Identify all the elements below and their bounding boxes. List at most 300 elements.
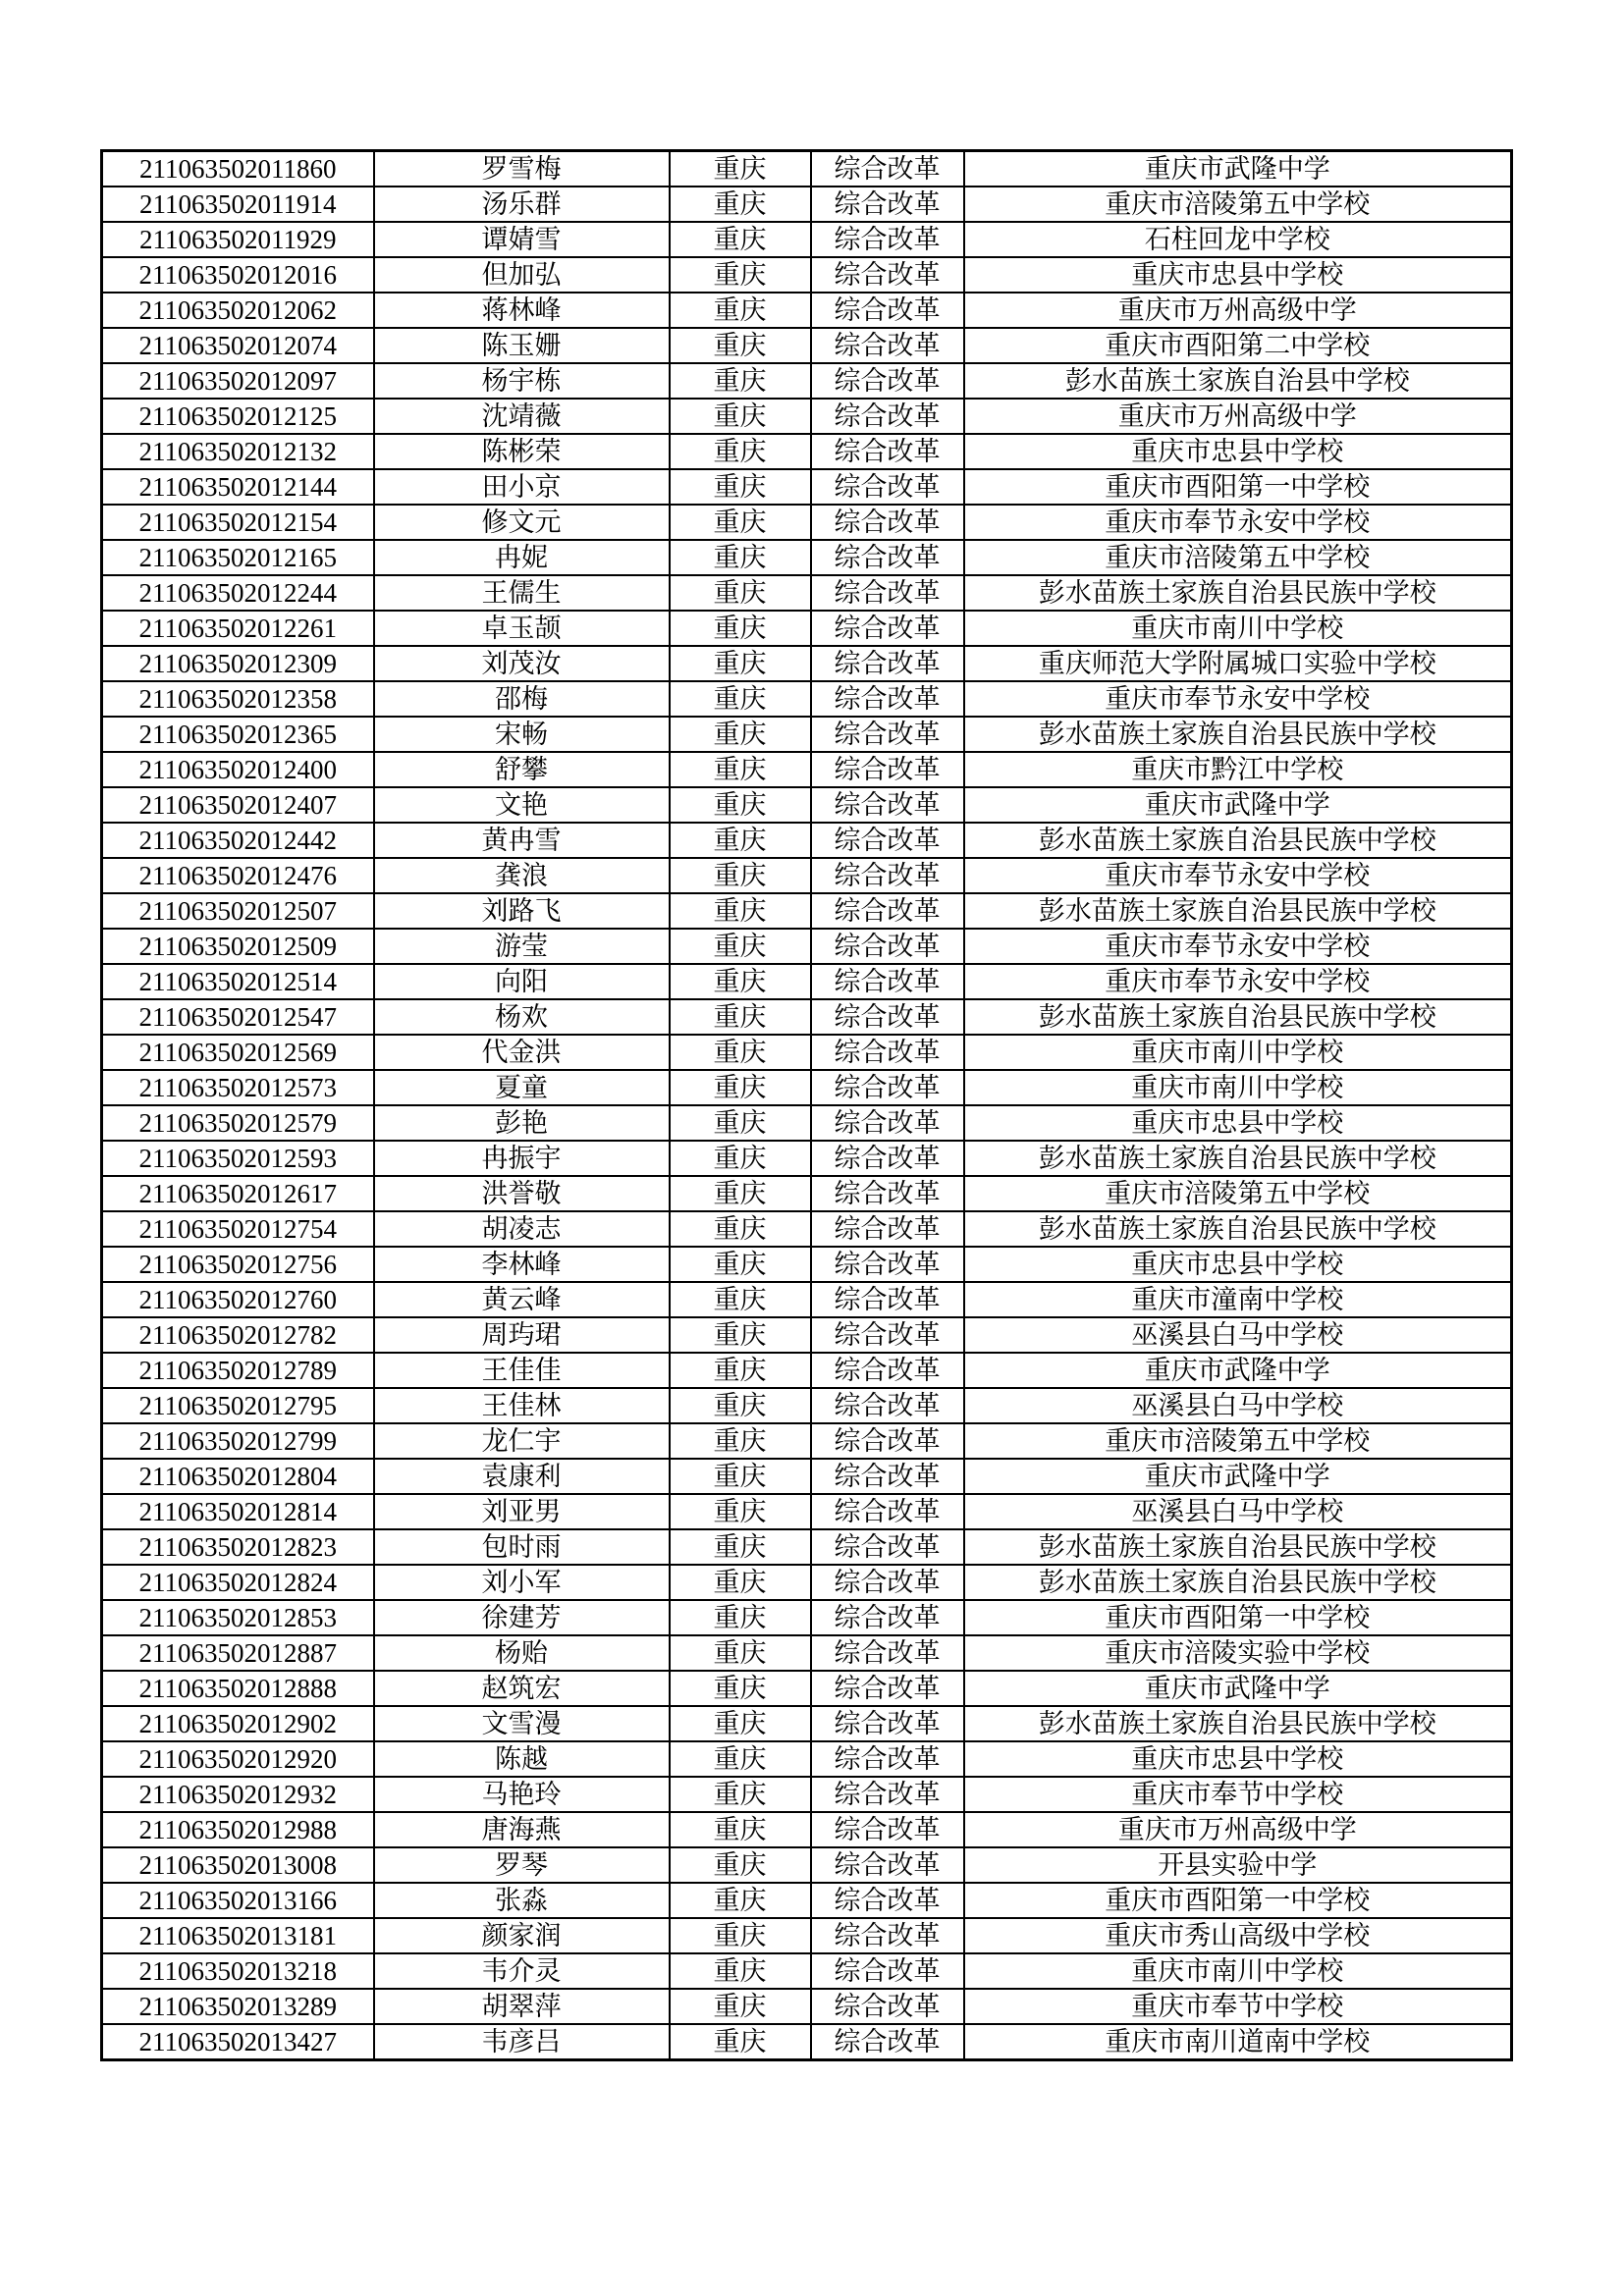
category-cell: 综合改革 xyxy=(811,1176,964,1211)
school-cell: 重庆市涪陵第五中学校 xyxy=(964,1423,1512,1459)
table-row xyxy=(102,328,1512,363)
region-cell: 重庆 xyxy=(670,893,811,929)
table-row xyxy=(102,2024,1512,2060)
region-cell: 重庆 xyxy=(670,1777,811,1812)
region-cell: 重庆 xyxy=(670,1176,811,1211)
school-cell: 重庆市万州高级中学 xyxy=(964,399,1512,434)
category-cell: 综合改革 xyxy=(811,505,964,540)
region-cell: 重庆 xyxy=(670,540,811,575)
region-cell: 重庆 xyxy=(670,964,811,999)
candidate-id-cell: 211063502013427 xyxy=(102,2024,374,2060)
school-cell: 重庆市南川中学校 xyxy=(964,1070,1512,1105)
table-row xyxy=(102,575,1512,611)
student-name-cell: 向阳 xyxy=(374,964,670,999)
candidate-id-cell: 211063502012244 xyxy=(102,575,374,611)
student-name-cell: 彭艳 xyxy=(374,1105,670,1141)
category-cell: 综合改革 xyxy=(811,787,964,823)
candidate-id-cell: 211063502013218 xyxy=(102,1953,374,1989)
student-name-cell: 刘茂汝 xyxy=(374,646,670,681)
candidate-id-cell: 211063502012509 xyxy=(102,929,374,964)
school-cell: 重庆市秀山高级中学校 xyxy=(964,1918,1512,1953)
school-cell: 重庆市武隆中学 xyxy=(964,1459,1512,1494)
school-cell: 重庆市奉节永安中学校 xyxy=(964,681,1512,717)
school-cell: 重庆市涪陵实验中学校 xyxy=(964,1635,1512,1671)
student-name-cell: 文艳 xyxy=(374,787,670,823)
candidate-id-cell: 211063502012514 xyxy=(102,964,374,999)
region-cell: 重庆 xyxy=(670,1671,811,1706)
school-cell: 彭水苗族土家族自治县民族中学校 xyxy=(964,893,1512,929)
region-cell: 重庆 xyxy=(670,858,811,893)
candidate-id-cell: 211063502013289 xyxy=(102,1989,374,2024)
region-cell: 重庆 xyxy=(670,1388,811,1423)
category-cell: 综合改革 xyxy=(811,1600,964,1635)
school-cell: 重庆市忠县中学校 xyxy=(964,1105,1512,1141)
category-cell: 综合改革 xyxy=(811,999,964,1035)
candidate-id-cell: 211063502012617 xyxy=(102,1176,374,1211)
table-row xyxy=(102,1141,1512,1176)
category-cell: 综合改革 xyxy=(811,1459,964,1494)
table-row xyxy=(102,469,1512,505)
school-cell: 石柱回龙中学校 xyxy=(964,222,1512,257)
region-cell: 重庆 xyxy=(670,505,811,540)
candidate-id-cell: 211063502012782 xyxy=(102,1317,374,1353)
candidate-id-cell: 211063502012358 xyxy=(102,681,374,717)
candidate-id-cell: 211063502012154 xyxy=(102,505,374,540)
candidate-id-cell: 211063502012365 xyxy=(102,717,374,752)
student-name-cell: 刘小军 xyxy=(374,1565,670,1600)
category-cell: 综合改革 xyxy=(811,1141,964,1176)
table-row xyxy=(102,1211,1512,1247)
region-cell: 重庆 xyxy=(670,1317,811,1353)
school-cell: 重庆市酉阳第二中学校 xyxy=(964,328,1512,363)
candidate-id-cell: 211063502012789 xyxy=(102,1353,374,1388)
student-name-cell: 蒋林峰 xyxy=(374,293,670,328)
school-cell: 重庆市酉阳第一中学校 xyxy=(964,469,1512,505)
school-cell: 重庆市武隆中学 xyxy=(964,1353,1512,1388)
category-cell: 综合改革 xyxy=(811,1671,964,1706)
table-row xyxy=(102,1600,1512,1635)
table-row xyxy=(102,1635,1512,1671)
student-name-cell: 李林峰 xyxy=(374,1247,670,1282)
table-row xyxy=(102,540,1512,575)
roster-body xyxy=(102,151,1512,2060)
category-cell: 综合改革 xyxy=(811,929,964,964)
student-name-cell: 谭婧雪 xyxy=(374,222,670,257)
category-cell: 综合改革 xyxy=(811,575,964,611)
student-name-cell: 陈越 xyxy=(374,1741,670,1777)
candidate-id-cell: 211063502012756 xyxy=(102,1247,374,1282)
school-cell: 重庆市涪陵第五中学校 xyxy=(964,1176,1512,1211)
school-cell: 彭水苗族土家族自治县民族中学校 xyxy=(964,823,1512,858)
school-cell: 重庆市奉节中学校 xyxy=(964,1777,1512,1812)
school-cell: 重庆市涪陵第五中学校 xyxy=(964,187,1512,222)
student-name-cell: 沈靖薇 xyxy=(374,399,670,434)
category-cell: 综合改革 xyxy=(811,717,964,752)
school-cell: 巫溪县白马中学校 xyxy=(964,1388,1512,1423)
school-cell: 重庆师范大学附属城口实验中学校 xyxy=(964,646,1512,681)
school-cell: 重庆市万州高级中学 xyxy=(964,293,1512,328)
student-name-cell: 陈玉姗 xyxy=(374,328,670,363)
candidate-id-cell: 211063502012754 xyxy=(102,1211,374,1247)
student-name-cell: 徐建芳 xyxy=(374,1600,670,1635)
table-row xyxy=(102,1423,1512,1459)
table-row xyxy=(102,787,1512,823)
category-cell: 综合改革 xyxy=(811,222,964,257)
candidate-id-cell: 211063502012799 xyxy=(102,1423,374,1459)
region-cell: 重庆 xyxy=(670,399,811,434)
candidate-id-cell: 211063502012261 xyxy=(102,611,374,646)
candidate-id-cell: 211063502013166 xyxy=(102,1883,374,1918)
student-name-cell: 罗雪梅 xyxy=(374,151,670,187)
school-cell: 重庆市黔江中学校 xyxy=(964,752,1512,787)
category-cell: 综合改革 xyxy=(811,1529,964,1565)
student-name-cell: 舒攀 xyxy=(374,752,670,787)
student-name-cell: 修文元 xyxy=(374,505,670,540)
student-name-cell: 黄云峰 xyxy=(374,1282,670,1317)
student-name-cell: 张淼 xyxy=(374,1883,670,1918)
category-cell: 综合改革 xyxy=(811,858,964,893)
school-cell: 开县实验中学 xyxy=(964,1847,1512,1883)
category-cell: 综合改革 xyxy=(811,1777,964,1812)
table-row xyxy=(102,1565,1512,1600)
student-name-cell: 卓玉颉 xyxy=(374,611,670,646)
student-name-cell: 王佳佳 xyxy=(374,1353,670,1388)
category-cell: 综合改革 xyxy=(811,1953,964,1989)
category-cell: 综合改革 xyxy=(811,1282,964,1317)
table-row xyxy=(102,717,1512,752)
table-row xyxy=(102,1883,1512,1918)
category-cell: 综合改革 xyxy=(811,1035,964,1070)
student-name-cell: 黄冉雪 xyxy=(374,823,670,858)
region-cell: 重庆 xyxy=(670,999,811,1035)
candidate-id-cell: 211063502012988 xyxy=(102,1812,374,1847)
student-name-cell: 宋畅 xyxy=(374,717,670,752)
table-row xyxy=(102,187,1512,222)
student-name-cell: 田小京 xyxy=(374,469,670,505)
school-cell: 重庆市忠县中学校 xyxy=(964,257,1512,293)
region-cell: 重庆 xyxy=(670,1918,811,1953)
table-row xyxy=(102,1989,1512,2024)
region-cell: 重庆 xyxy=(670,1600,811,1635)
student-name-cell: 龚浪 xyxy=(374,858,670,893)
category-cell: 综合改革 xyxy=(811,187,964,222)
student-name-cell: 汤乐群 xyxy=(374,187,670,222)
category-cell: 综合改革 xyxy=(811,611,964,646)
category-cell: 综合改革 xyxy=(811,1070,964,1105)
school-cell: 彭水苗族土家族自治县民族中学校 xyxy=(964,575,1512,611)
category-cell: 综合改革 xyxy=(811,328,964,363)
student-name-cell: 陈彬荣 xyxy=(374,434,670,469)
table-row xyxy=(102,1706,1512,1741)
candidate-id-cell: 211063502012400 xyxy=(102,752,374,787)
category-cell: 综合改革 xyxy=(811,540,964,575)
school-cell: 重庆市武隆中学 xyxy=(964,1671,1512,1706)
table-row xyxy=(102,363,1512,399)
table-row xyxy=(102,999,1512,1035)
school-cell: 重庆市南川中学校 xyxy=(964,1035,1512,1070)
candidate-id-cell: 211063502012062 xyxy=(102,293,374,328)
table-row xyxy=(102,434,1512,469)
category-cell: 综合改革 xyxy=(811,257,964,293)
region-cell: 重庆 xyxy=(670,1812,811,1847)
region-cell: 重庆 xyxy=(670,929,811,964)
candidate-id-cell: 211063502012309 xyxy=(102,646,374,681)
table-row xyxy=(102,1247,1512,1282)
region-cell: 重庆 xyxy=(670,257,811,293)
category-cell: 综合改革 xyxy=(811,1494,964,1529)
region-cell: 重庆 xyxy=(670,1883,811,1918)
school-cell: 巫溪县白马中学校 xyxy=(964,1317,1512,1353)
category-cell: 综合改革 xyxy=(811,823,964,858)
student-name-cell: 文雪漫 xyxy=(374,1706,670,1741)
category-cell: 综合改革 xyxy=(811,1317,964,1353)
student-name-cell: 王佳林 xyxy=(374,1388,670,1423)
region-cell: 重庆 xyxy=(670,681,811,717)
school-cell: 彭水苗族土家族自治县中学校 xyxy=(964,363,1512,399)
category-cell: 综合改革 xyxy=(811,1353,964,1388)
candidate-id-cell: 211063502012573 xyxy=(102,1070,374,1105)
category-cell: 综合改革 xyxy=(811,1812,964,1847)
region-cell: 重庆 xyxy=(670,1070,811,1105)
region-cell: 重庆 xyxy=(670,1847,811,1883)
candidate-id-cell: 211063502012824 xyxy=(102,1565,374,1600)
category-cell: 综合改革 xyxy=(811,363,964,399)
table-row xyxy=(102,964,1512,999)
school-cell: 重庆市奉节永安中学校 xyxy=(964,505,1512,540)
region-cell: 重庆 xyxy=(670,717,811,752)
category-cell: 综合改革 xyxy=(811,1989,964,2024)
table-row xyxy=(102,1317,1512,1353)
category-cell: 综合改革 xyxy=(811,1105,964,1141)
school-cell: 重庆市酉阳第一中学校 xyxy=(964,1883,1512,1918)
candidate-id-cell: 211063502012760 xyxy=(102,1282,374,1317)
student-name-cell: 杨欢 xyxy=(374,999,670,1035)
school-cell: 重庆市南川中学校 xyxy=(964,611,1512,646)
category-cell: 综合改革 xyxy=(811,681,964,717)
table-row xyxy=(102,1812,1512,1847)
table-row xyxy=(102,1953,1512,1989)
table-row xyxy=(102,893,1512,929)
table-row xyxy=(102,1671,1512,1706)
table-row xyxy=(102,611,1512,646)
student-name-cell: 韦介灵 xyxy=(374,1953,670,1989)
candidate-id-cell: 211063502012888 xyxy=(102,1671,374,1706)
school-cell: 重庆市潼南中学校 xyxy=(964,1282,1512,1317)
candidate-id-cell: 211063502011914 xyxy=(102,187,374,222)
category-cell: 综合改革 xyxy=(811,1211,964,1247)
school-cell: 彭水苗族土家族自治县民族中学校 xyxy=(964,1211,1512,1247)
school-cell: 重庆市奉节永安中学校 xyxy=(964,964,1512,999)
candidate-id-cell: 211063502012074 xyxy=(102,328,374,363)
student-name-cell: 周玙珺 xyxy=(374,1317,670,1353)
region-cell: 重庆 xyxy=(670,222,811,257)
category-cell: 综合改革 xyxy=(811,151,964,187)
student-name-cell: 胡凌志 xyxy=(374,1211,670,1247)
student-name-cell: 韦彦吕 xyxy=(374,2024,670,2060)
school-cell: 重庆市忠县中学校 xyxy=(964,1247,1512,1282)
category-cell: 综合改革 xyxy=(811,1741,964,1777)
candidate-id-cell: 211063502012804 xyxy=(102,1459,374,1494)
region-cell: 重庆 xyxy=(670,328,811,363)
student-name-cell: 洪誉敬 xyxy=(374,1176,670,1211)
student-name-cell: 赵筑宏 xyxy=(374,1671,670,1706)
region-cell: 重庆 xyxy=(670,611,811,646)
category-cell: 综合改革 xyxy=(811,1247,964,1282)
school-cell: 重庆市武隆中学 xyxy=(964,787,1512,823)
region-cell: 重庆 xyxy=(670,469,811,505)
student-name-cell: 杨宇栋 xyxy=(374,363,670,399)
table-row xyxy=(102,1353,1512,1388)
candidate-id-cell: 211063502013008 xyxy=(102,1847,374,1883)
school-cell: 重庆市南川中学校 xyxy=(964,1953,1512,1989)
table-row xyxy=(102,1529,1512,1565)
region-cell: 重庆 xyxy=(670,1035,811,1070)
school-cell: 重庆市奉节中学校 xyxy=(964,1989,1512,2024)
student-name-cell: 夏童 xyxy=(374,1070,670,1105)
category-cell: 综合改革 xyxy=(811,1423,964,1459)
category-cell: 综合改革 xyxy=(811,1388,964,1423)
region-cell: 重庆 xyxy=(670,1141,811,1176)
category-cell: 综合改革 xyxy=(811,469,964,505)
school-cell: 彭水苗族土家族自治县民族中学校 xyxy=(964,1141,1512,1176)
table-row xyxy=(102,1918,1512,1953)
table-row xyxy=(102,1282,1512,1317)
school-cell: 重庆市奉节永安中学校 xyxy=(964,858,1512,893)
student-name-cell: 罗琴 xyxy=(374,1847,670,1883)
student-name-cell: 龙仁宇 xyxy=(374,1423,670,1459)
region-cell: 重庆 xyxy=(670,1953,811,1989)
category-cell: 综合改革 xyxy=(811,1918,964,1953)
candidate-id-cell: 211063502012853 xyxy=(102,1600,374,1635)
table-row xyxy=(102,752,1512,787)
school-cell: 重庆市忠县中学校 xyxy=(964,434,1512,469)
table-row xyxy=(102,1105,1512,1141)
candidate-id-cell: 211063502011929 xyxy=(102,222,374,257)
region-cell: 重庆 xyxy=(670,823,811,858)
table-row xyxy=(102,1035,1512,1070)
student-name-cell: 刘路飞 xyxy=(374,893,670,929)
table-row xyxy=(102,1494,1512,1529)
table-row xyxy=(102,257,1512,293)
school-cell: 彭水苗族土家族自治县民族中学校 xyxy=(964,1706,1512,1741)
region-cell: 重庆 xyxy=(670,1529,811,1565)
region-cell: 重庆 xyxy=(670,787,811,823)
region-cell: 重庆 xyxy=(670,1282,811,1317)
student-name-cell: 冉妮 xyxy=(374,540,670,575)
category-cell: 综合改革 xyxy=(811,964,964,999)
category-cell: 综合改革 xyxy=(811,1847,964,1883)
table-row xyxy=(102,823,1512,858)
region-cell: 重庆 xyxy=(670,1247,811,1282)
candidate-id-cell: 211063502012016 xyxy=(102,257,374,293)
candidate-id-cell: 211063502012507 xyxy=(102,893,374,929)
candidate-id-cell: 211063502012132 xyxy=(102,434,374,469)
student-name-cell: 冉振宇 xyxy=(374,1141,670,1176)
school-cell: 重庆市南川道南中学校 xyxy=(964,2024,1512,2060)
school-cell: 重庆市忠县中学校 xyxy=(964,1741,1512,1777)
table-row xyxy=(102,1388,1512,1423)
region-cell: 重庆 xyxy=(670,187,811,222)
region-cell: 重庆 xyxy=(670,151,811,187)
category-cell: 综合改革 xyxy=(811,752,964,787)
school-cell: 彭水苗族土家族自治县民族中学校 xyxy=(964,1529,1512,1565)
category-cell: 综合改革 xyxy=(811,646,964,681)
candidate-id-cell: 211063502012902 xyxy=(102,1706,374,1741)
table-row xyxy=(102,399,1512,434)
school-cell: 重庆市酉阳第一中学校 xyxy=(964,1600,1512,1635)
table-row xyxy=(102,681,1512,717)
student-name-cell: 杨贻 xyxy=(374,1635,670,1671)
table-row xyxy=(102,1777,1512,1812)
table-row xyxy=(102,1070,1512,1105)
candidate-id-cell: 211063502012593 xyxy=(102,1141,374,1176)
school-cell: 重庆市武隆中学 xyxy=(964,151,1512,187)
school-cell: 巫溪县白马中学校 xyxy=(964,1494,1512,1529)
region-cell: 重庆 xyxy=(670,1565,811,1600)
candidate-id-cell: 211063502012125 xyxy=(102,399,374,434)
candidate-id-cell: 211063502012407 xyxy=(102,787,374,823)
table-row xyxy=(102,1847,1512,1883)
region-cell: 重庆 xyxy=(670,293,811,328)
category-cell: 综合改革 xyxy=(811,434,964,469)
candidate-id-cell: 211063502012547 xyxy=(102,999,374,1035)
candidate-id-cell: 211063502012920 xyxy=(102,1741,374,1777)
category-cell: 综合改革 xyxy=(811,1565,964,1600)
student-name-cell: 游莹 xyxy=(374,929,670,964)
region-cell: 重庆 xyxy=(670,646,811,681)
category-cell: 综合改革 xyxy=(811,2024,964,2060)
region-cell: 重庆 xyxy=(670,1211,811,1247)
student-name-cell: 邵梅 xyxy=(374,681,670,717)
table-row xyxy=(102,929,1512,964)
region-cell: 重庆 xyxy=(670,1741,811,1777)
school-cell: 彭水苗族土家族自治县民族中学校 xyxy=(964,717,1512,752)
student-name-cell: 唐海燕 xyxy=(374,1812,670,1847)
table-row xyxy=(102,1459,1512,1494)
table-row xyxy=(102,646,1512,681)
candidate-id-cell: 211063502012579 xyxy=(102,1105,374,1141)
student-name-cell: 包时雨 xyxy=(374,1529,670,1565)
candidate-id-cell: 211063502013181 xyxy=(102,1918,374,1953)
candidate-id-cell: 211063502012442 xyxy=(102,823,374,858)
region-cell: 重庆 xyxy=(670,1105,811,1141)
candidate-id-cell: 211063502012814 xyxy=(102,1494,374,1529)
category-cell: 综合改革 xyxy=(811,893,964,929)
region-cell: 重庆 xyxy=(670,2024,811,2060)
table-row xyxy=(102,1176,1512,1211)
region-cell: 重庆 xyxy=(670,1353,811,1388)
category-cell: 综合改革 xyxy=(811,1706,964,1741)
region-cell: 重庆 xyxy=(670,1423,811,1459)
region-cell: 重庆 xyxy=(670,1706,811,1741)
region-cell: 重庆 xyxy=(670,434,811,469)
roster-table xyxy=(100,149,1513,2061)
region-cell: 重庆 xyxy=(670,363,811,399)
candidate-id-cell: 211063502012569 xyxy=(102,1035,374,1070)
candidate-id-cell: 211063502012097 xyxy=(102,363,374,399)
category-cell: 综合改革 xyxy=(811,1883,964,1918)
candidate-id-cell: 211063502012165 xyxy=(102,540,374,575)
candidate-id-cell: 211063502012795 xyxy=(102,1388,374,1423)
candidate-id-cell: 211063502011860 xyxy=(102,151,374,187)
table-row xyxy=(102,151,1512,187)
student-name-cell: 颜家润 xyxy=(374,1918,670,1953)
student-name-cell: 但加弘 xyxy=(374,257,670,293)
school-cell: 彭水苗族土家族自治县民族中学校 xyxy=(964,999,1512,1035)
category-cell: 综合改革 xyxy=(811,1635,964,1671)
student-name-cell: 代金洪 xyxy=(374,1035,670,1070)
table-row xyxy=(102,858,1512,893)
